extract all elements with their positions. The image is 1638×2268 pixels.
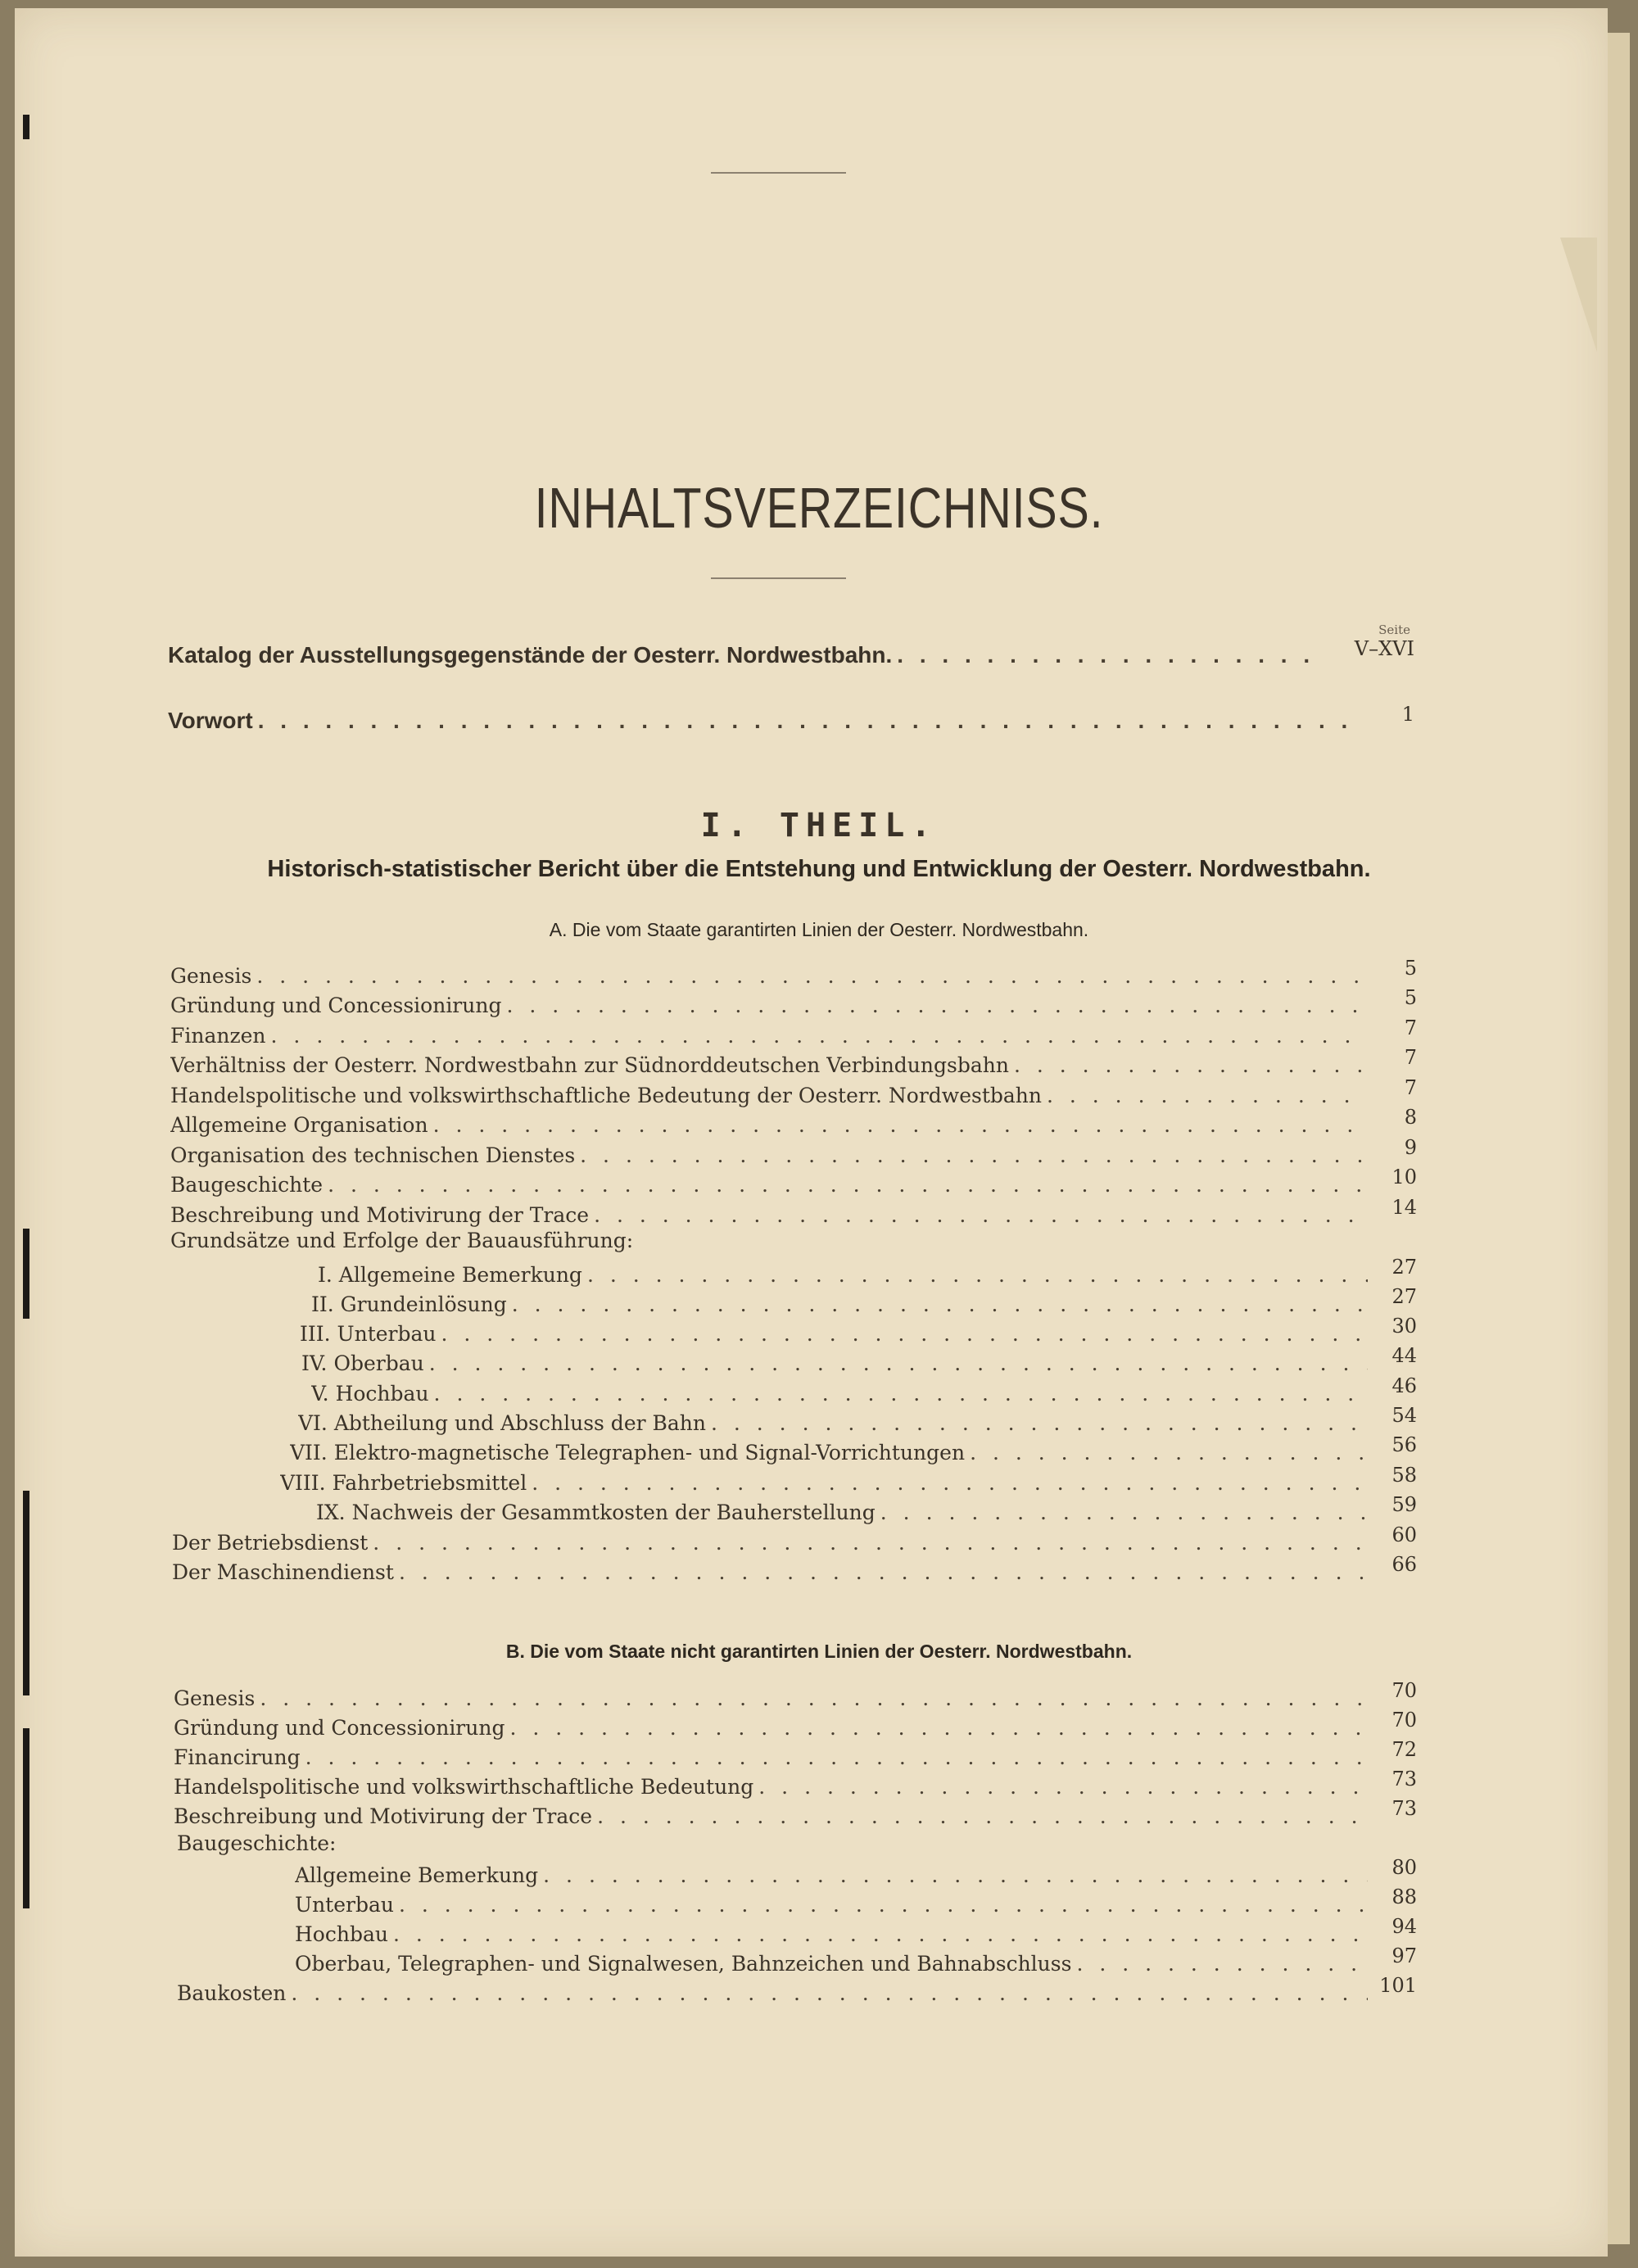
toc-entry-label: II. Grundeinlösung	[311, 1292, 507, 1316]
toc-entry-label: Organisation des technischen Dienstes	[170, 1143, 576, 1167]
top-rule	[711, 172, 846, 174]
leader-dots	[582, 1263, 1368, 1287]
leader-dots	[505, 1716, 1368, 1740]
title-rule	[711, 577, 846, 579]
toc-entry[interactable]	[174, 1799, 1417, 1828]
toc-entry-page: 7	[1404, 1018, 1417, 1039]
toc-entry[interactable]	[174, 1710, 1417, 1740]
leader-dots	[323, 1173, 1368, 1197]
toc-entry-label: Verhältniss der Oesterr. Nordwestbahn zur Südnorddeutschen Verbindungsbahn	[170, 1053, 1009, 1077]
leader-dots	[753, 1775, 1368, 1799]
toc-entry-page: V–XVI	[1354, 639, 1414, 660]
leader-dots	[266, 1024, 1368, 1048]
toc-entry-page: 94	[1391, 1917, 1417, 1938]
toc-entry-label: Handelspolitische und volkswirthschaftliche Bedeutung	[174, 1775, 754, 1799]
leader-dots	[501, 994, 1368, 1017]
toc-entry-page: 59	[1391, 1495, 1417, 1516]
toc-entry-label: Gründung und Concessionirung	[170, 994, 502, 1017]
leader-dots	[892, 642, 1324, 668]
toc-entry-label: Genesis	[174, 1686, 256, 1710]
toc-entry-page: 7	[1404, 1078, 1417, 1099]
toc-entry-page: 72	[1391, 1740, 1417, 1761]
toc-entry-page: 73	[1391, 1769, 1417, 1790]
toc-entry-label: Baugeschichte	[170, 1173, 324, 1197]
leader-dots	[286, 1981, 1368, 2005]
leader-dots	[527, 1471, 1368, 1495]
toc-subentry[interactable]	[290, 1435, 1417, 1464]
leader-dots	[424, 1351, 1368, 1375]
toc-entry-page: 80	[1391, 1858, 1417, 1879]
toc-entry[interactable]	[172, 1525, 1417, 1555]
binding-mark	[23, 115, 29, 139]
leader-dots	[538, 1863, 1368, 1887]
subgroup-label: Baugeschichte:	[177, 1831, 337, 1855]
binding-mark	[23, 1491, 29, 1695]
toc-subentry[interactable]	[311, 1287, 1417, 1316]
toc-entry[interactable]	[172, 1555, 1417, 1584]
leader-dots	[428, 1113, 1368, 1137]
section-a-heading: A. Die vom Staate garantirten Linien der Oesterr. Nordwestbahn.	[549, 919, 1089, 940]
toc-entry-label: Allgemeine Bemerkung	[295, 1863, 539, 1887]
toc-entry-label: VI. Abtheilung und Abschluss der Bahn	[298, 1411, 706, 1435]
leader-dots	[368, 1531, 1368, 1555]
toc-entry-page: 44	[1391, 1346, 1417, 1367]
toc-subentry[interactable]	[295, 1917, 1417, 1946]
toc-entry[interactable]	[170, 1138, 1417, 1167]
toc-entry-page: 97	[1391, 1946, 1417, 1967]
leader-dots	[1042, 1084, 1368, 1107]
toc-entry-label: V. Hochbau	[311, 1382, 429, 1406]
part-heading: I. THEIL.	[700, 807, 938, 844]
toc-entry-page: 7	[1404, 1048, 1417, 1069]
leader-dots	[575, 1143, 1368, 1167]
toc-entry[interactable]	[170, 1197, 1417, 1227]
toc-entry-label: VII. Elektro-magnetische Telegraphen- und Signal-Vorrichtungen	[290, 1441, 966, 1464]
leader-dots	[1009, 1053, 1368, 1077]
toc-entry-label: III. Unterbau	[300, 1322, 437, 1346]
toc-entry-page: 58	[1391, 1465, 1417, 1487]
toc-entry-page: 10	[1391, 1167, 1417, 1188]
toc-entry-katalog[interactable]	[168, 639, 1414, 668]
toc-entry-page: 5	[1404, 958, 1417, 980]
toc-entry[interactable]	[170, 1048, 1417, 1077]
leader-dots	[301, 1745, 1368, 1769]
part-description: Historisch-statistischer Bericht über die Entstehung und Entwicklung der Oesterr. Nordwestbahn.	[267, 856, 1371, 882]
toc-subentry[interactable]	[298, 1406, 1417, 1435]
toc-entry[interactable]	[174, 1681, 1417, 1710]
page-title: INHALTSVERZEICHNISS.	[534, 476, 1104, 540]
toc-subentry[interactable]	[295, 1946, 1417, 1976]
toc-entry[interactable]	[170, 1078, 1417, 1107]
toc-entry-label: Unterbau	[295, 1893, 394, 1917]
toc-entry-label: Genesis	[170, 964, 252, 988]
section-b-heading: B. Die vom Staate nicht garantirten Linien der Oesterr. Nordwestbahn.	[505, 1641, 1133, 1662]
toc-entry[interactable]	[170, 1167, 1417, 1197]
toc-entry-page: 5	[1404, 988, 1417, 1009]
binding-mark	[23, 1229, 29, 1319]
toc-entry-label: Vorwort	[168, 708, 253, 733]
toc-subentry[interactable]	[301, 1346, 1417, 1375]
toc-entry[interactable]	[170, 958, 1417, 988]
toc-entry-page: 70	[1391, 1710, 1417, 1732]
toc-entry-page: 56	[1391, 1435, 1417, 1456]
page-fold-corner	[1560, 238, 1597, 352]
toc-entry[interactable]	[170, 1107, 1417, 1137]
toc-entry-vorwort[interactable]	[168, 704, 1414, 734]
leader-dots	[507, 1292, 1368, 1316]
leader-dots	[255, 1686, 1368, 1710]
toc-entry-page: 14	[1391, 1197, 1417, 1219]
toc-entry-label: VIII. Fahrbetriebsmittel	[280, 1471, 527, 1495]
toc-entry-page: 9	[1404, 1138, 1417, 1159]
toc-entry-label: Oberbau, Telegraphen- und Signalwesen, Bahnzeichen und Bahnabschluss	[295, 1952, 1072, 1976]
toc-subentry[interactable]	[295, 1858, 1417, 1887]
leader-dots	[589, 1203, 1368, 1227]
toc-entry-label: Handelspolitische und volkswirthschaftliche Bedeutung der Oesterr. Nordwestbahn	[170, 1084, 1042, 1107]
toc-entry-page: 54	[1391, 1406, 1417, 1427]
toc-entry[interactable]	[177, 1976, 1417, 2005]
toc-entry[interactable]	[174, 1740, 1417, 1769]
toc-entry[interactable]	[170, 1018, 1417, 1048]
toc-subentry[interactable]	[316, 1495, 1417, 1524]
toc-entry-page: 88	[1391, 1887, 1417, 1908]
toc-entry-label: IV. Oberbau	[301, 1351, 424, 1375]
toc-subentry[interactable]	[311, 1376, 1417, 1406]
toc-entry-page: 70	[1391, 1681, 1417, 1702]
toc-entry-label: IX. Nachweis der Gesammtkosten der Bauherstellung	[316, 1501, 876, 1524]
toc-entry-label: Allgemeine Organisation	[170, 1113, 428, 1137]
toc-subentry[interactable]	[295, 1887, 1417, 1917]
leader-dots	[253, 708, 1365, 734]
toc-entry-label: Beschreibung und Motivirung der Trace	[170, 1203, 590, 1227]
toc-entry-page: 30	[1391, 1316, 1417, 1338]
leader-dots	[394, 1893, 1368, 1917]
toc-entry-label: Der Betriebsdienst	[172, 1531, 369, 1555]
toc-entry-page: 66	[1391, 1555, 1417, 1576]
page-column-label: Seite	[1378, 622, 1410, 637]
toc-entry-label: Katalog der Ausstellungsgegenstände der Oesterr. Nordwestbahn.	[168, 642, 893, 668]
toc-entry-label: Finanzen	[170, 1024, 266, 1048]
toc-entry[interactable]	[174, 1769, 1417, 1799]
toc-entry-page: 46	[1391, 1376, 1417, 1397]
leader-dots	[394, 1560, 1368, 1584]
toc-entry-page: 27	[1391, 1257, 1417, 1279]
subgroup-label: Grundsätze und Erfolge der Bauausführung:	[170, 1229, 634, 1252]
leader-dots	[592, 1804, 1368, 1828]
toc-entry-label: Hochbau	[295, 1922, 388, 1946]
toc-entry-label: I. Allgemeine Bemerkung	[318, 1263, 582, 1287]
leader-dots	[876, 1501, 1368, 1524]
leader-dots	[251, 964, 1368, 988]
leader-dots	[388, 1922, 1368, 1946]
toc-entry-page: 73	[1391, 1799, 1417, 1820]
leader-dots	[437, 1322, 1369, 1346]
toc-entry-page: 1	[1401, 704, 1414, 726]
toc-subentry[interactable]	[280, 1465, 1417, 1495]
toc-entry-page: 27	[1391, 1287, 1417, 1308]
toc-subentry[interactable]	[318, 1257, 1417, 1287]
leader-dots	[1071, 1952, 1368, 1976]
binding-mark	[23, 1728, 29, 1908]
toc-entry-page: 60	[1391, 1525, 1417, 1546]
toc-entry[interactable]	[170, 988, 1417, 1017]
leader-dots	[429, 1382, 1368, 1406]
toc-subentry[interactable]	[300, 1316, 1417, 1346]
toc-entry-label: Gründung und Concessionirung	[174, 1716, 505, 1740]
toc-entry-label: Financirung	[174, 1745, 301, 1769]
toc-entry-page: 8	[1404, 1107, 1417, 1129]
toc-entry-page: 101	[1379, 1976, 1417, 1997]
toc-entry-label: Beschreibung und Motivirung der Trace	[174, 1804, 593, 1828]
toc-entry-label: Der Maschinendienst	[172, 1560, 394, 1584]
leader-dots	[706, 1411, 1368, 1435]
toc-entry-label: Baukosten	[177, 1981, 287, 2005]
leader-dots	[965, 1441, 1368, 1464]
